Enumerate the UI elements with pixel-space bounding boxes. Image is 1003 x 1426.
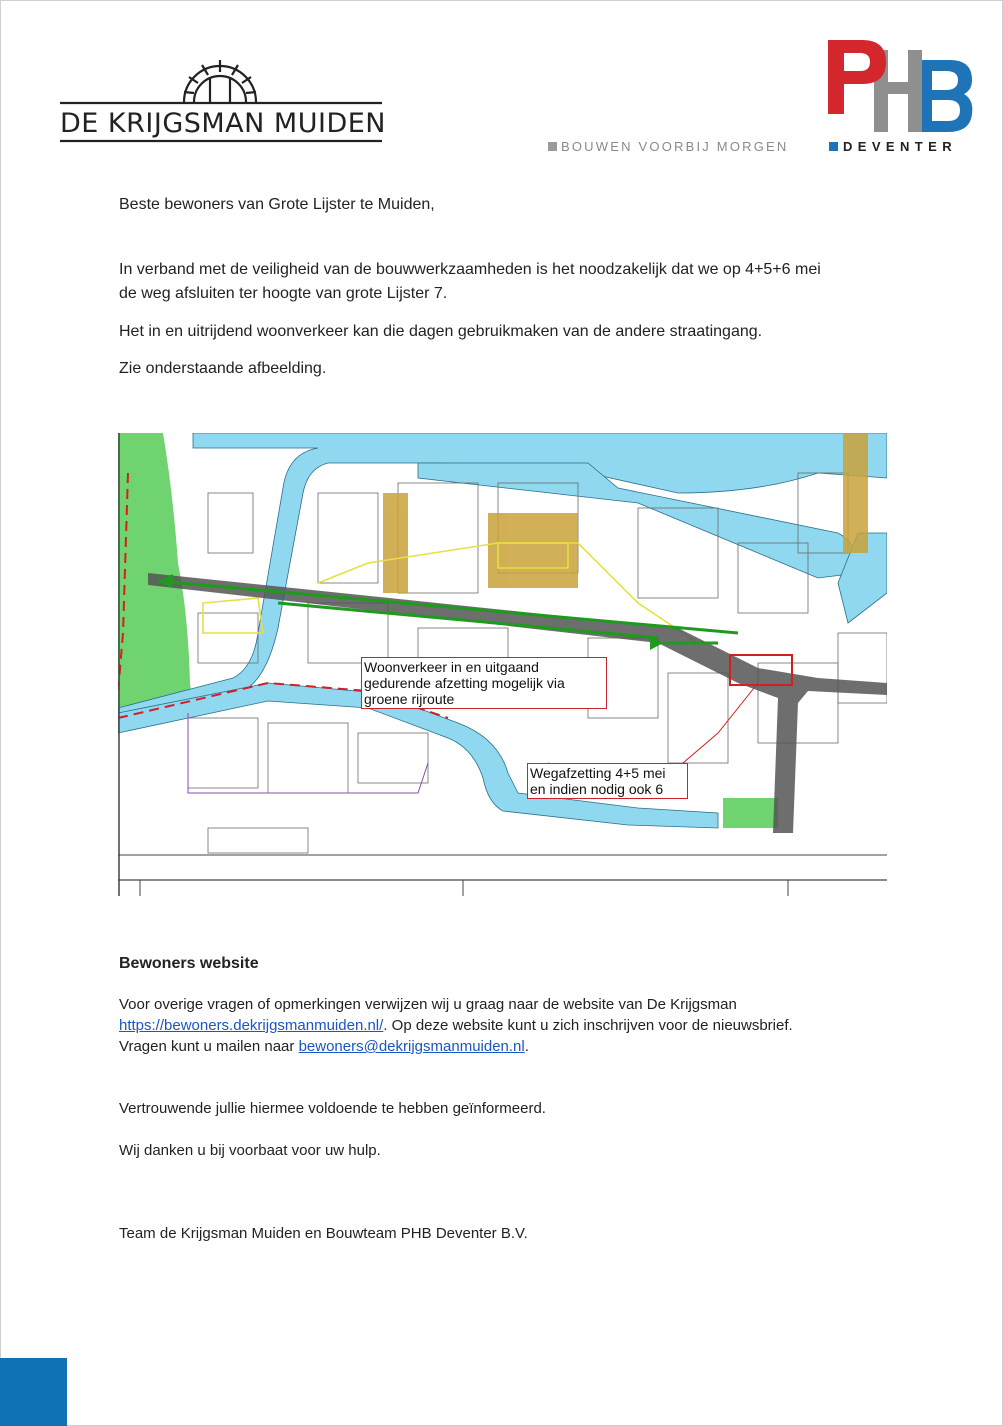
location-label bbox=[829, 139, 957, 154]
krijgsman-logo-text: DE KRIJGSMAN MUIDEN bbox=[60, 108, 386, 139]
tagline-text: BOUWEN VOORBIJ MORGEN bbox=[561, 139, 789, 154]
grey-square-icon bbox=[548, 142, 557, 151]
road-closure-label-line-2: en indien nodig ook 6 bbox=[530, 781, 664, 797]
phb-logo bbox=[826, 38, 976, 134]
email-link[interactable]: bewoners@dekrijgsmanmuiden.nl bbox=[298, 1038, 525, 1055]
paragraph-1-line-2: de weg afsluiten ter hoogte van grote Lijster 7. bbox=[119, 285, 448, 302]
krijgsman-emblem-icon bbox=[60, 58, 382, 108]
corner-accent-block bbox=[0, 1358, 67, 1426]
closing-line-2: Wij danken u bij voorbaat voor uw hulp. bbox=[119, 1142, 381, 1159]
paragraph-3: Zie onderstaande afbeelding. bbox=[119, 360, 327, 377]
website-line-2 bbox=[119, 1015, 793, 1036]
paragraph-1-line-1: In verband met de veiligheid van de bouwwerkzaamheden is het noodzakelijk dat we op 4+5+6 mei bbox=[119, 261, 821, 278]
tagline bbox=[548, 139, 789, 154]
website-line-2-text: . Op deze website kunt u zich inschrijven voor de nieuwsbrief. bbox=[383, 1017, 793, 1034]
road-closure-label-line-1: Wegafzetting 4+5 mei bbox=[530, 765, 666, 781]
green-route-label bbox=[361, 657, 607, 709]
krijgsman-logo bbox=[60, 58, 386, 143]
location-text: DEVENTER bbox=[843, 139, 957, 154]
email-suffix: . bbox=[524, 1038, 529, 1055]
green-route-label-line-1: Woonverkeer in en uitgaand bbox=[364, 659, 539, 675]
blue-square-icon bbox=[829, 142, 838, 151]
phb-logo-icon bbox=[826, 38, 976, 134]
website-line-3 bbox=[119, 1036, 529, 1057]
logo-underline bbox=[60, 139, 382, 143]
green-route-label-line-3: groene rijroute bbox=[364, 691, 455, 707]
website-heading: Bewoners website bbox=[119, 955, 259, 972]
email-prefix: Vragen kunt u mailen naar bbox=[119, 1038, 299, 1055]
closing-line-1: Vertrouwende jullie hiermee voldoende te hebben geïnformeerd. bbox=[119, 1100, 546, 1117]
website-link[interactable]: https://bewoners.dekrijgsmanmuiden.nl/ bbox=[119, 1017, 384, 1034]
website-line-1: Voor overige vragen of opmerkingen verwijzen wij u graag naar de website van De Krijgsman bbox=[119, 996, 737, 1013]
signature: Team de Krijgsman Muiden en Bouwteam PHB Deventer B.V. bbox=[119, 1225, 528, 1242]
green-route-label-line-2: gedurende afzetting mogelijk via bbox=[364, 675, 565, 691]
greeting: Beste bewoners van Grote Lijster te Muiden, bbox=[119, 196, 435, 213]
site-map bbox=[118, 433, 887, 896]
paragraph-2: Het in en uitrijdend woonverkeer kan die dagen gebruikmaken van de andere straatingang. bbox=[119, 323, 763, 340]
road-closure-label bbox=[527, 763, 688, 799]
